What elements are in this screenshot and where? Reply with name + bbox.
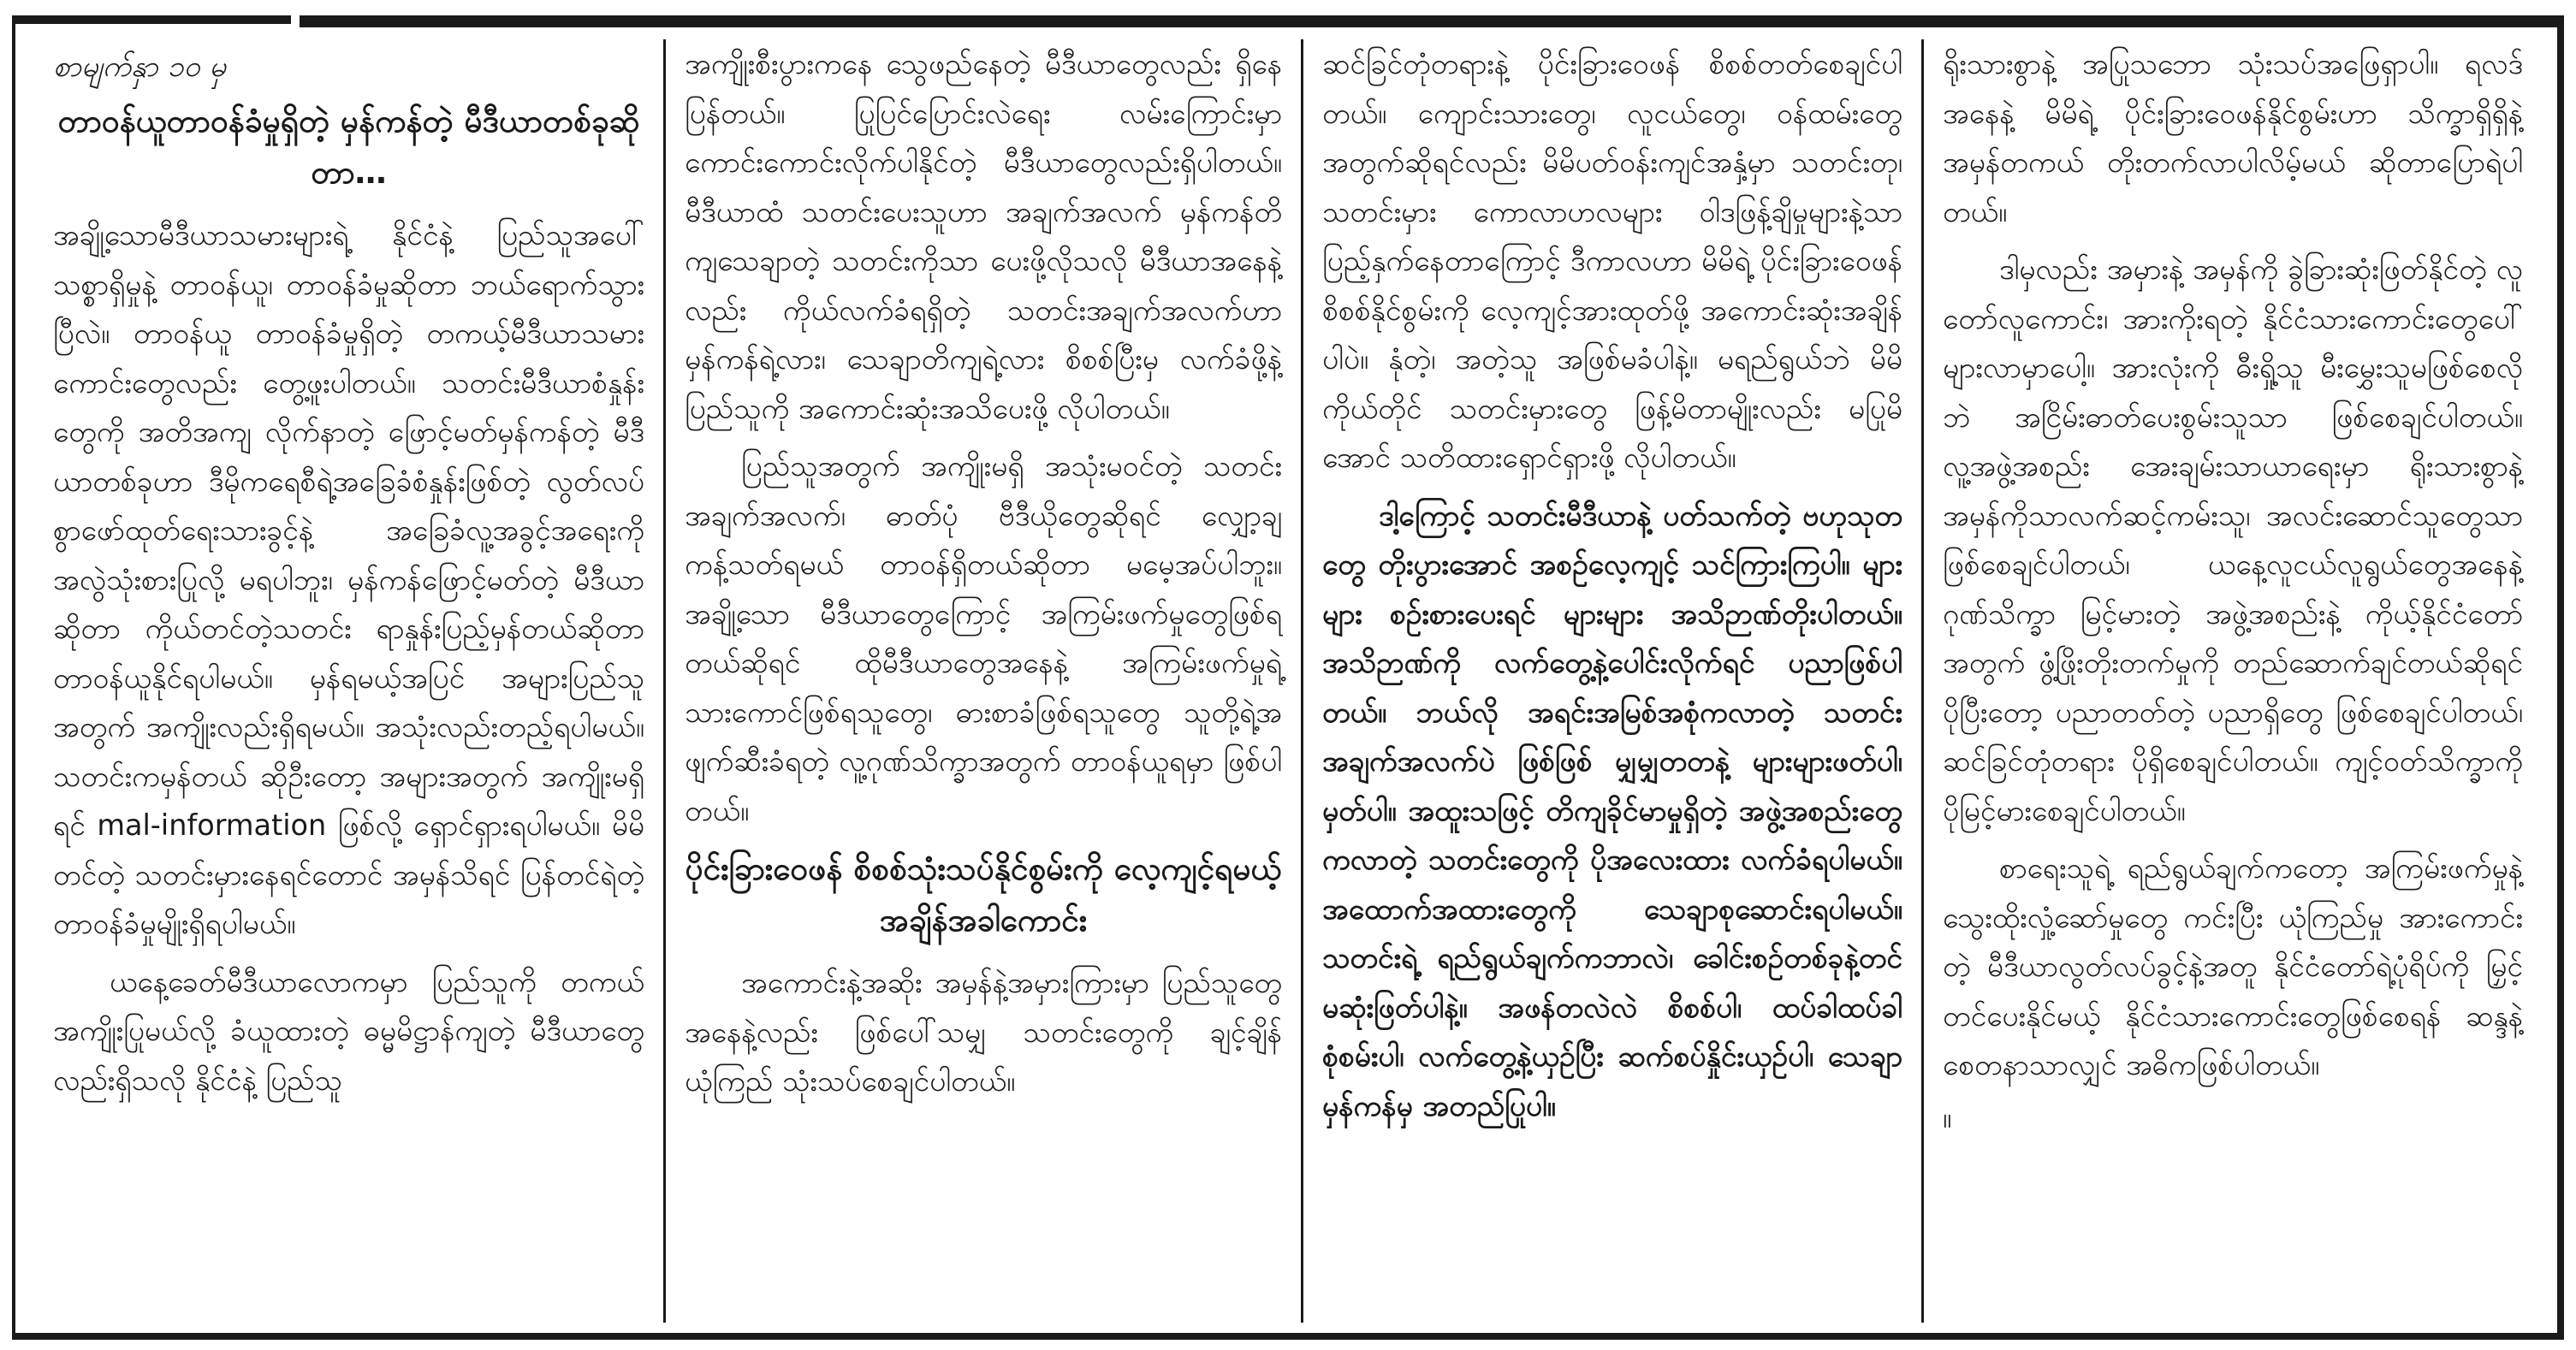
page-continuation-label: စာမျက်နှာ ၁၀ မှ (53, 50, 227, 84)
article-columns (34, 39, 2542, 1323)
paragraph: ရိုးသားစွာနဲ့ အပြုသဘော သုံးသပ်အဖြေရှာပါ။ ရလဒ်အနေနဲ့ မိမိရဲ့ ပိုင်းခြားဝေဖန်နိုင်စွမ်းဟာ သိက္ခာရှိရှိနဲ့ အမှန်တကယ် တိုးတက်လာပါလိမ့်မယ် ဆိုတာပြောရဲပါတယ်။ (1943, 47, 2523, 228)
paragraph: စာရေးသူရဲ့ ရည်ရွယ်ချက်ကတော့ အကြမ်းဖက်မှုနဲ့ သွေးထိုးလှုံ့ဆော်မှုတွေ ကင်းပြီး ယုံကြည်မှု အားကောင်းတဲ့ မီဒီယာလွတ်လပ်ခွင့်နဲ့အတူ နိုင်ငံတော်ရဲ့ပုံရိပ်ကို မြှင့်တင်ပေးနိုင်မယ့် နိုင်ငံသားကောင်းတွေဖြစ်စေရန် ဆန္ဒနဲ့ စေတနာသာလျှင် အဓိကဖြစ်ပါတယ်။ (1943, 851, 2523, 1081)
paragraph: အချို့သောမီဒီယာသမားများရဲ့ နိုင်ငံနဲ့ ပြည်သူအပေါ် သစ္စာရှိမှုနဲ့ တာဝန်ယူ၊ တာဝန်ခံမှုဆိုတာ ဘယ်ရောက်သွားပြီလဲ။ တာဝန်ယူ တာဝန်ခံမှုရှိတဲ့ တကယ့်မီဒီယာသမားကောင်းတွေလည်း တွေ့ဖူးပါတယ်။ သတင်းမီဒီယာစံနှုန်းတွေကို အတိအကျ လိုက်နာတဲ့ ဖြောင့်မတ်မှန်ကန်တဲ့ မီဒီယာတစ်ခုဟာ ဒီမိုကရေစီရဲ့အခြေခံစံနှုန်းဖြစ်တဲ့ လွတ်လပ်စွာဖော်ထုတ်ရေးသားခွင့်နဲ့ အခြေခံလူ့အခွင့်အရေးကို အလွဲသုံးစားပြုလို့ မရပါဘူး၊ မှန်ကန်ဖြောင့်မတ်တဲ့ မီဒီယာဆိုတာ ကိုယ်တင်တဲ့သတင်း ရာနှုန်းပြည့်မှန်တယ်ဆိုတာ တာဝန်ယူနိုင်ရပါမယ်။ မှန်ရမယ့်အပြင် အများပြည်သူအတွက် အကျိုးလည်းရှိရမယ်။ အသုံးလည်းတည့်ရပါမယ်။ သတင်းကမှန်တယ် ဆိုဦးတော့ အများအတွက် အကျိုးမရှိရင် mal-information ဖြစ်လို့ ရှောင်ရှားရပါမယ်။ မိမိတင်တဲ့ သတင်းမှားနေရင်တောင် အမှန်သိရင် ပြန်တင်ရဲတဲ့ တာဝန်ခံမှုမျိုးရှိရပါမယ်။ (53, 218, 644, 940)
column-3 (1301, 39, 1921, 1323)
section-subheading: ပိုင်းခြားဝေဖန် စိစစ်သုံးသပ်နိုင်စွမ်းကို လေ့ကျင့်ရမယ့် အချိန်အခါကောင်း (685, 850, 1282, 938)
article-headline: တာဝန်ယူတာဝန်ခံမှုရှိတဲ့ မှန်ကန်တဲ့ မီဒီယာတစ်ခုဆိုတာ… (57, 103, 640, 191)
column-1 (34, 39, 663, 1323)
paragraph: ဒါမှလည်း အမှားနဲ့ အမှန်ကို ခွဲခြားဆုံးဖြတ်နိုင်တဲ့ လူတော်လူကောင်း၊ အားကိုးရတဲ့ နိုင်ငံသားကောင်းတွေပေါ်များလာမှာပေါ့။ အားလုံးကို ဓီးရှို့သူ မီးမွှေးသူမဖြစ်စေလိုဘဲ အငြိမ်းဓာတ်ပေးစွမ်းသူသာ ဖြစ်စေချင်ပါတယ်။ လူ့အဖွဲ့အစည်း အေးချမ်းသာယာရေးမှာ ရိုးသားစွာနဲ့ အမှန်ကိုသာလက်ဆင့်ကမ်းသူ၊ အလင်းဆောင်သူတွေသာ ဖြစ်စေချင်ပါတယ်၊ ယနေ့လူငယ်လူရွယ်တွေအနေနဲ့ ဂုဏ်သိက္ခာ မြင့်မားတဲ့ အဖွဲ့အစည်းနဲ့ ကိုယ့်နိုင်ငံတော်အတွက် ဖွံ့ဖြိုးတိုးတက်မှုကို တည်ဆောက်ချင်တယ်ဆိုရင် ပိုပြီးတော့ ပညာတတ်တဲ့ ပညာရှိတွေ ဖြစ်စေချင်ပါတယ်၊ ဆင်ခြင်တုံတရား ပိုရှိစေချင်ပါတယ်။ ကျင့်ဝတ်သိက္ခာကို ပိုမြင့်မားစေချင်ပါတယ်။ (1943, 252, 2523, 827)
paragraph: အကျိုးစီးပွားကနေ သွေဖည်နေတဲ့ မီဒီယာတွေလည်း ရှိနေပြန်တယ်။ ပြုပြင်ပြောင်းလဲရေး လမ်းကြောင်းမှာ ကောင်းကောင်းလိုက်ပါနိုင်တဲ့ မီဒီယာတွေလည်းရှိပါတယ်။ မီဒီယာထံ သတင်းပေးသူဟာ အချက်အလက် မှန်ကန်တိကျသေချာတဲ့ သတင်းကိုသာ ပေးဖို့လိုသလို မီဒီယာအနေနဲ့လည်း ကိုယ်လက်ခံရရှိတဲ့ သတင်းအချက်အလက်ဟာ မှန်ကန်ရဲ့လား၊ သေချာတိကျရဲ့လား စိစစ်ပြီးမှ လက်ခံဖို့နဲ့ ပြည်သူကို အကောင်းဆုံးအသိပေးဖို့ လိုပါတယ်။ (685, 47, 1282, 425)
paragraph: ယနေ့ခေတ်မီဒီယာလောကမှာ ပြည်သူကို တကယ်အကျိုးပြုမယ်လို့ ခံယူထားတဲ့ ဓမ္မမိဋ္ဌာန်ကျတဲ့ မီဒီယာတွေလည်းရှိသလို နိုင်ငံနဲ့ ပြည်သူ (53, 964, 644, 1097)
column-2 (663, 39, 1301, 1323)
paragraph: ပြည်သူအတွက် အကျိုးမရှိ အသုံးမဝင်တဲ့ သတင်းအချက်အလက်၊ ဓာတ်ပုံ ဗီဒီယိုတွေဆိုရင် လျှော့ချကန့်သတ်ရမယ် တာဝန်ရှိတယ်ဆိုတာ မမေ့အပ်ပါဘူး။ အချို့သော မီဒီယာတွေကြောင့် အကြမ်းဖက်မှုတွေဖြစ်ရတယ်ဆိုရင် ထိုမီဒီယာတွေအနေနဲ့ အကြမ်းဖက်မှုရဲ့ သားကောင်ဖြစ်ရသူတွေ၊ ဓားစာခံဖြစ်ရသူတွေ သူတို့ရဲ့အဖျက်ဆီးခံရတဲ့ လူ့ဂုဏ်သိက္ခာအတွက် တာဝန်ယူရမှာ ဖြစ်ပါတယ်။ (685, 449, 1282, 827)
paragraph: အကောင်းနဲ့အဆိုး အမှန်နဲ့အမှားကြားမှာ ပြည်သူတွေအနေနဲ့လည်း ဖြစ်ပေါ်သမျှ သတင်းတွေကို ချင့်ချိန်ယုံကြည် သုံးသပ်စေချင်ပါတယ်။ (685, 966, 1282, 1098)
article-end-mark: ။ (1943, 1100, 1952, 1135)
paragraph: ဆင်ခြင်တုံတရားနဲ့ ပိုင်းခြားဝေဖန် စိစစ်တတ်စေချင်ပါတယ်။ ကျောင်းသားတွေ၊ လူငယ်တွေ၊ ဝန်ထမ်းတွေ အတွက်ဆိုရင်လည်း မိမိပတ်ဝန်းကျင်အနှံ့မှာ သတင်းတု၊ သတင်းမှား ကောလာဟလများ ဝါဒဖြန့်ချိမှုများနဲ့သာ ပြည့်နှက်နေတာကြောင့် ဒီကာလဟာ မိမိရဲ့ ပိုင်းခြားဝေဖန်စိစစ်နိုင်စွမ်းကို လေ့ကျင့်အားထုတ်ဖို့ အကောင်းဆုံးအချိန်ပါပဲ။ နုံတဲ့၊ အတဲ့သူ အဖြစ်မခံပါနဲ့။ မရည်ရွယ်ဘဲ မိမိကိုယ်တိုင် သတင်းမှားတွေ ဖြန့်မိတာမျိုးလည်း မပြုမိအောင် သတိထားရှောင်ရှားဖို့ လိုပါတယ်။ (1322, 47, 1902, 474)
bold-paragraph: ဒါ့ကြောင့် သတင်းမီဒီယာနဲ့ ပတ်သက်တဲ့ ဗဟုသုတတွေ တိုးပွားအောင် အစဉ်လေ့ကျင့် သင်ကြားကြပါ။ များများ စဉ်းစားပေးရင် များများ အသိဉာဏ်တိုးပါတယ်။ အသိဉာဏ်ကို လက်တွေ့နဲ့ပေါင်းလိုက်ရင် ပညာဖြစ်ပါတယ်။ ဘယ်လို အရင်းအမြစ်အစုံကလာတဲ့ သတင်းအချက်အလက်ပဲ ဖြစ်ဖြစ် မျှမျှတတနဲ့ များများဖတ်ပါ၊ မှတ်ပါ။ အထူးသဖြင့် တိကျခိုင်မာမှုရှိတဲ့ အဖွဲ့အစည်းတွေကလာတဲ့ သတင်းတွေကို ပိုအလေးထား လက်ခံရပါမယ်။ အထောက်အထားတွေကို သေချာစုဆောင်းရပါမယ်။ သတင်းရဲ့ ရည်ရွယ်ချက်ကဘာလဲ၊ ခေါင်းစဉ်တစ်ခုနဲ့တင် မဆုံးဖြတ်ပါနဲ့။ အဖန်တလဲလဲ စိစစ်ပါ၊ ထပ်ခါထပ်ခါ စုံစမ်းပါ၊ လက်တွေ့နဲ့ယှဉ်ပြီး ဆက်စပ်နှိုင်းယှဉ်ပါ၊ သေချာမှန်ကန်မှ အတည်ပြုပါ။ (1322, 498, 1902, 1122)
column-4 (1921, 39, 2542, 1323)
